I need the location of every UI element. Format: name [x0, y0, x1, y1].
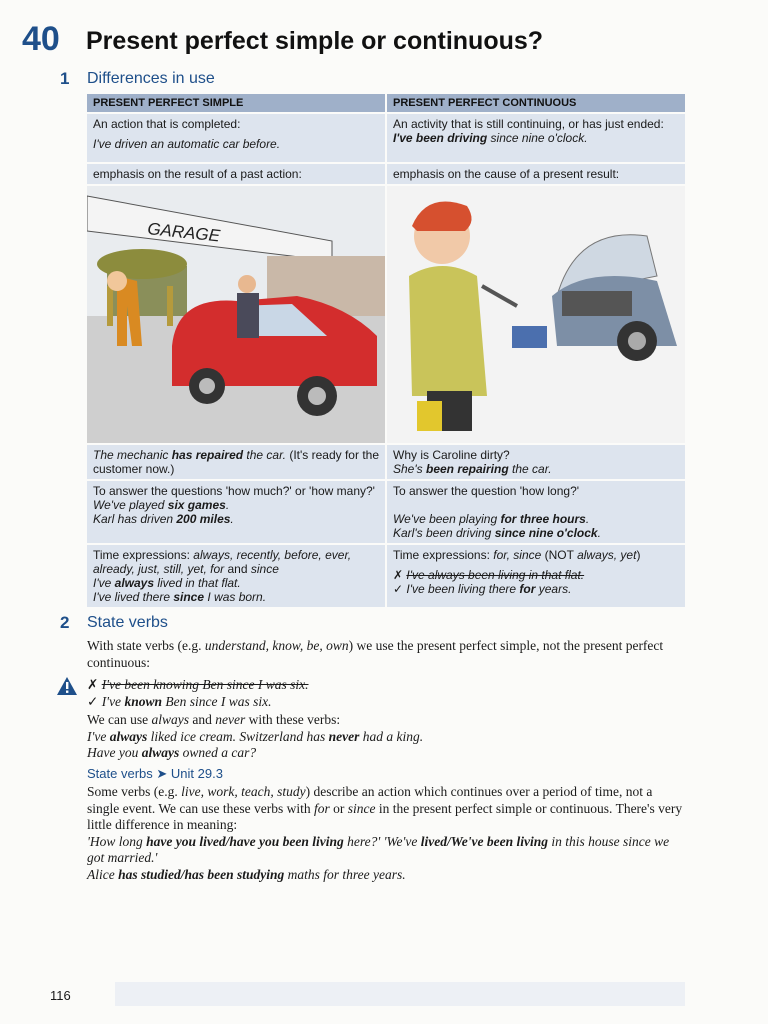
arrow-right-icon: ➤ — [156, 765, 168, 781]
check-mark-icon: ✓ — [393, 582, 407, 596]
table-cell — [87, 545, 385, 607]
section-title: Differences in use — [87, 70, 215, 87]
page-number: 116 — [50, 988, 71, 1003]
example-sentence: Karl's been driving since nine o'clock. — [393, 526, 601, 540]
example-sentence: The mechanic has repaired the car. (It's ready for the customer now.) — [93, 448, 379, 476]
column-header: PRESENT PERFECT SIMPLE — [87, 94, 385, 112]
column-header: PRESENT PERFECT CONTINUOUS — [387, 94, 685, 112]
cell-text: Why is Caroline dirty? — [393, 448, 510, 462]
cross-mark-icon: ✗ — [87, 677, 102, 692]
example-sentence: I've lived there since I was born. — [93, 590, 267, 604]
warning-icon — [56, 676, 78, 696]
comparison-table — [87, 94, 685, 609]
check-mark-icon: ✓ — [87, 693, 102, 709]
example-sentence: She's been repairing the car. — [393, 462, 552, 476]
example-sentence: 'How long have you lived/have you been living here?' 'We've lived/We've been living in this house since we got married.' — [87, 833, 670, 865]
table-row — [87, 481, 685, 543]
table-cell: emphasis on the cause of a present result: — [387, 164, 685, 184]
example-sentence: Karl has driven 200 miles. — [93, 512, 234, 526]
table-cell — [387, 545, 685, 607]
table-cell — [387, 445, 685, 479]
table-cell: emphasis on the result of a past action: — [87, 164, 385, 184]
state-verbs-body — [87, 638, 687, 883]
section-number: 1 — [60, 69, 70, 88]
cell-text: To answer the questions 'how much?' or 'how many?' — [93, 484, 375, 498]
garage-sign-text: GARAGE — [146, 219, 221, 246]
example-sentence: I've been driving since nine o'clock. — [393, 131, 588, 145]
cell-text: Time expressions: for, since (NOT always, yet) — [393, 548, 641, 562]
table-cell — [87, 445, 385, 479]
footer-bar — [115, 982, 685, 1006]
table-header-row — [87, 94, 685, 112]
paragraph: With state verbs (e.g. understand, know, be, own) we use the present perfect simple, not the present perfect continuous: — [87, 638, 664, 670]
table-row — [87, 445, 685, 479]
cell-text: An activity that is still continuing, or has just ended: — [393, 117, 664, 131]
cell-text: Time expressions: always, recently, before, ever, already, just, still, yet, for and since — [93, 548, 352, 576]
table-cell — [387, 114, 685, 162]
table-cell — [387, 481, 685, 543]
table-row — [87, 114, 685, 162]
incorrect-example: ✗ I've always been living in that flat. — [393, 568, 585, 582]
example-sentence: We've played six games. — [93, 498, 230, 512]
paragraph: Some verbs (e.g. live, work, teach, study) describe an action which continues over a period of time, not a single event. We can use these verbs with for or since in the present perfect simple or continuous. There's very little difference in meaning: — [87, 784, 683, 832]
section-title: State verbs — [87, 614, 168, 631]
example-sentence: Alice has studied/has been studying maths for three years. — [87, 866, 406, 882]
table-row — [87, 164, 685, 184]
section-number: 2 — [60, 613, 70, 632]
unit-number: 40 — [22, 20, 60, 58]
example-sentence: Have you always owned a car? — [87, 745, 257, 760]
correct-example: ✓ I've been living there for years. — [393, 582, 572, 596]
table-cell — [87, 114, 385, 162]
example-sentence: I've always lived in that flat. — [93, 576, 241, 590]
paragraph: We can use always and never with these verbs: — [87, 712, 341, 727]
cross-reference-link[interactable]: State verbs ➤ Unit 29.3 — [87, 765, 223, 781]
table-cell — [87, 481, 385, 543]
example-sentence: I've driven an automatic car before. — [93, 137, 281, 151]
illustration-row — [87, 186, 685, 443]
caroline-illustration — [387, 186, 685, 443]
cross-mark-icon: ✗ — [393, 568, 407, 582]
cell-text: An action that is completed: — [93, 117, 241, 131]
incorrect-example: ✗ I've been knowing Ben since I was six. — [87, 677, 309, 692]
cell-text: To answer the question 'how long?' — [393, 484, 580, 498]
table-row — [87, 545, 685, 607]
correct-example: ✓ I've known Ben since I was six. — [87, 693, 272, 709]
garage-illustration — [87, 186, 385, 443]
unit-title: Present perfect simple or continuous? — [86, 27, 544, 55]
example-sentence: I've always liked ice cream. Switzerland has never had a king. — [87, 728, 424, 744]
example-sentence: We've been playing for three hours. — [393, 512, 590, 526]
